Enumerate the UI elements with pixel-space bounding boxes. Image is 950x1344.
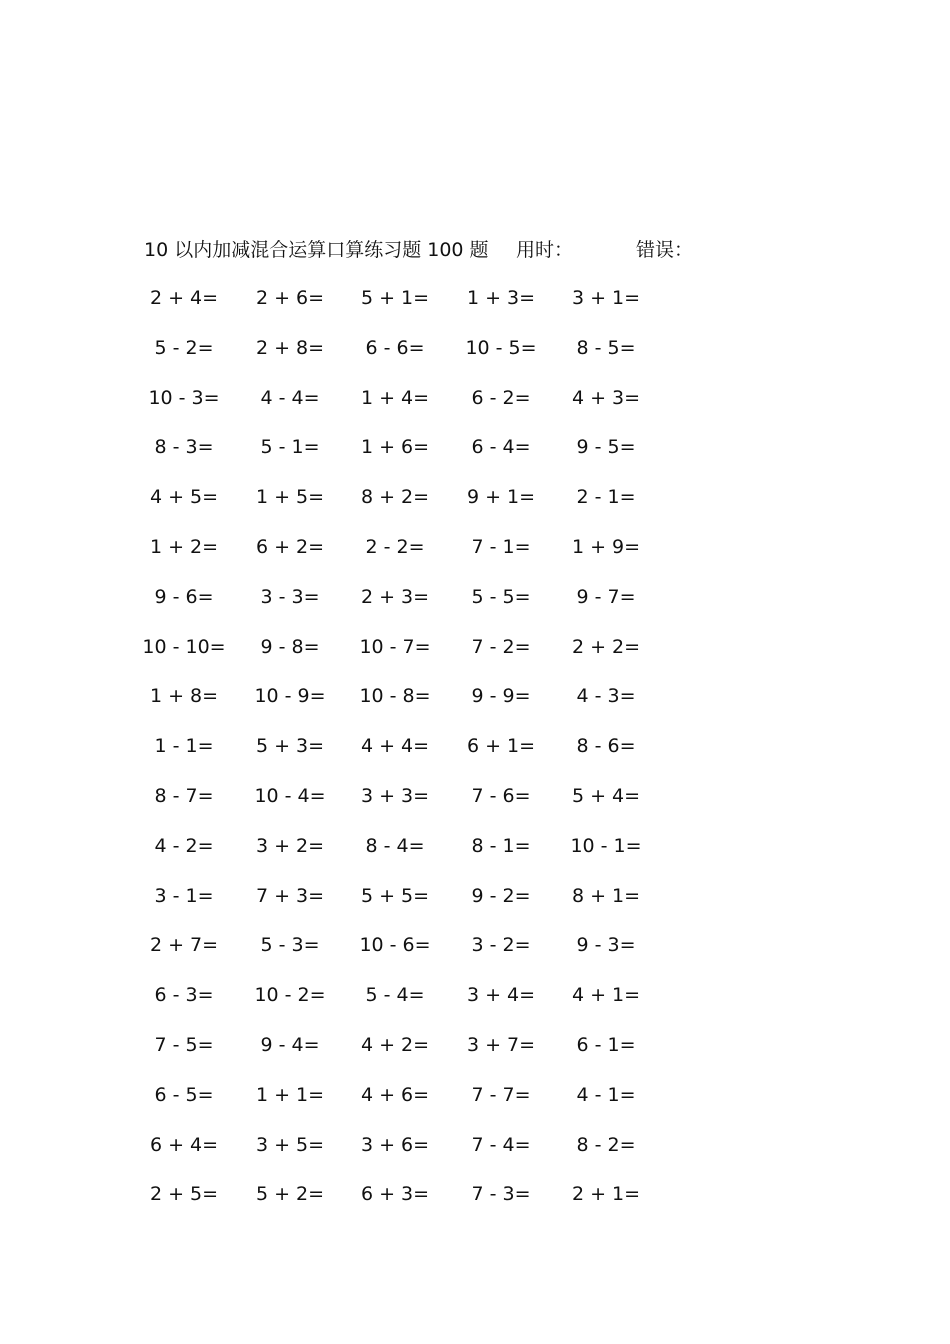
- problem-item: 4 - 4=: [260, 386, 320, 409]
- problem-item: 9 - 7=: [576, 585, 636, 608]
- problem-item: 1 + 3=: [466, 287, 536, 309]
- problem-item: 5 - 4=: [365, 984, 425, 1007]
- problem-item: 3 - 2=: [471, 934, 531, 957]
- problem-row: [0, 780, 950, 830]
- problem-row: [0, 382, 950, 432]
- problem-item: 10 - 5=: [465, 336, 537, 359]
- problem-item: 10 - 6=: [359, 934, 431, 957]
- problem-item: 6 - 4=: [471, 436, 531, 459]
- problem-row: [0, 1029, 950, 1079]
- problem-row: [0, 680, 950, 730]
- problem-row: [0, 631, 950, 681]
- problem-item: 5 - 2=: [154, 336, 214, 359]
- problem-item: 8 - 3=: [154, 436, 214, 459]
- problem-row: [0, 481, 950, 531]
- problem-item: 7 - 6=: [471, 784, 531, 807]
- problem-item: 4 + 6=: [360, 1083, 430, 1106]
- problem-item: 7 - 5=: [154, 1033, 214, 1056]
- problem-item: 6 - 6=: [365, 336, 425, 359]
- problem-item: 2 + 5=: [149, 1183, 219, 1206]
- problem-item: 10 - 9=: [254, 685, 326, 708]
- problem-row: [0, 880, 950, 930]
- problem-item: 4 + 2=: [360, 1033, 430, 1056]
- problem-item: 6 - 3=: [154, 984, 214, 1007]
- problem-item: 10 - 8=: [359, 685, 431, 708]
- problem-item: 3 + 4=: [466, 984, 536, 1007]
- problem-item: 4 + 5=: [149, 486, 219, 509]
- problem-item: 8 - 1=: [471, 834, 531, 857]
- problem-item: 2 + 6=: [255, 287, 325, 309]
- problem-row: [0, 929, 950, 979]
- problem-row: [0, 431, 950, 481]
- problem-item: 3 + 2=: [255, 834, 325, 857]
- problem-item: 6 + 2=: [255, 535, 325, 558]
- problem-item: 9 - 5=: [576, 436, 636, 459]
- worksheet-title: 10 以内加减混合运算口算练习题 100 题: [144, 239, 489, 261]
- problem-row: [0, 1079, 950, 1129]
- problem-item: 6 + 4=: [149, 1133, 219, 1156]
- problem-item: 3 + 5=: [255, 1133, 325, 1156]
- problem-item: 5 + 2=: [255, 1183, 325, 1206]
- problem-item: 3 - 1=: [154, 884, 214, 907]
- problem-item: 4 + 1=: [571, 984, 641, 1007]
- problem-item: 2 + 2=: [571, 635, 641, 658]
- problem-item: 1 + 4=: [360, 386, 430, 409]
- problem-item: 7 - 3=: [471, 1183, 531, 1206]
- problem-item: 6 - 2=: [471, 386, 531, 409]
- problem-item: 4 + 3=: [571, 386, 641, 409]
- problem-item: 8 - 4=: [365, 834, 425, 857]
- problem-item: 1 + 8=: [149, 685, 219, 708]
- problem-item: 8 - 7=: [154, 784, 214, 807]
- problem-item: 5 + 3=: [255, 735, 325, 758]
- problem-item: 1 + 9=: [571, 535, 641, 558]
- problem-item: 5 - 5=: [471, 585, 531, 608]
- problem-item: 4 - 3=: [576, 685, 636, 708]
- problem-item: 9 - 6=: [154, 585, 214, 608]
- problem-item: 9 - 4=: [260, 1033, 320, 1056]
- problem-item: 4 - 1=: [576, 1083, 636, 1106]
- problem-item: 2 - 1=: [576, 486, 636, 509]
- problem-item: 5 + 1=: [360, 287, 430, 309]
- problem-item: 9 - 9=: [471, 685, 531, 708]
- problem-item: 5 + 4=: [571, 784, 641, 807]
- problem-item: 6 - 1=: [576, 1033, 636, 1056]
- problem-item: 8 - 5=: [576, 336, 636, 359]
- problem-item: 4 - 2=: [154, 834, 214, 857]
- problem-item: 8 + 1=: [571, 884, 641, 907]
- time-label: 用时：: [516, 239, 574, 261]
- problem-item: 9 + 1=: [466, 486, 536, 509]
- problem-item: 2 + 8=: [255, 336, 325, 359]
- problem-item: 3 + 6=: [360, 1133, 430, 1156]
- problem-item: 6 + 1=: [466, 735, 536, 758]
- errors-label: 错误：: [636, 239, 694, 261]
- problem-item: 8 + 2=: [360, 486, 430, 509]
- problem-row: [0, 1178, 950, 1228]
- problem-item: 2 + 7=: [149, 934, 219, 957]
- problem-row: [0, 581, 950, 631]
- problem-item: 1 + 5=: [255, 486, 325, 509]
- problem-item: 5 + 5=: [360, 884, 430, 907]
- problem-item: 3 + 3=: [360, 784, 430, 807]
- problem-item: 1 + 6=: [360, 436, 430, 459]
- problem-item: 9 - 3=: [576, 934, 636, 957]
- problem-item: 5 - 1=: [260, 436, 320, 459]
- problem-item: 8 - 6=: [576, 735, 636, 758]
- problem-item: 10 - 7=: [359, 635, 431, 658]
- problem-item: 8 - 2=: [576, 1133, 636, 1156]
- problem-item: 2 - 2=: [365, 535, 425, 558]
- problem-item: 6 - 5=: [154, 1083, 214, 1106]
- problem-item: 7 - 4=: [471, 1133, 531, 1156]
- problem-item: 3 + 1=: [571, 287, 641, 309]
- problem-row: [0, 531, 950, 581]
- problem-item: 1 + 2=: [149, 535, 219, 558]
- problem-grid: [0, 282, 950, 1228]
- problem-row: [0, 730, 950, 780]
- problem-item: 2 + 4=: [149, 287, 219, 309]
- worksheet-header: [144, 234, 784, 266]
- problem-item: 10 - 1=: [570, 834, 642, 857]
- problem-row: [0, 282, 950, 332]
- problem-item: 10 - 10=: [142, 635, 226, 658]
- problem-row: [0, 830, 950, 880]
- problem-item: 1 + 1=: [255, 1083, 325, 1106]
- problem-item: 7 - 7=: [471, 1083, 531, 1106]
- problem-item: 7 - 1=: [471, 535, 531, 558]
- problem-row: [0, 979, 950, 1029]
- problem-item: 9 - 2=: [471, 884, 531, 907]
- problem-item: 10 - 4=: [254, 784, 326, 807]
- problem-item: 3 - 3=: [260, 585, 320, 608]
- problem-item: 9 - 8=: [260, 635, 320, 658]
- problem-item: 3 + 7=: [466, 1033, 536, 1056]
- problem-item: 2 + 3=: [360, 585, 430, 608]
- problem-item: 5 - 3=: [260, 934, 320, 957]
- problem-item: 10 - 2=: [254, 984, 326, 1007]
- problem-item: 7 - 2=: [471, 635, 531, 658]
- problem-item: 7 + 3=: [255, 884, 325, 907]
- problem-row: [0, 332, 950, 382]
- problem-row: [0, 1129, 950, 1179]
- problem-item: 10 - 3=: [148, 386, 220, 409]
- problem-item: 1 - 1=: [154, 735, 214, 758]
- problem-item: 2 + 1=: [571, 1183, 641, 1206]
- problem-item: 6 + 3=: [360, 1183, 430, 1206]
- problem-item: 4 + 4=: [360, 735, 430, 758]
